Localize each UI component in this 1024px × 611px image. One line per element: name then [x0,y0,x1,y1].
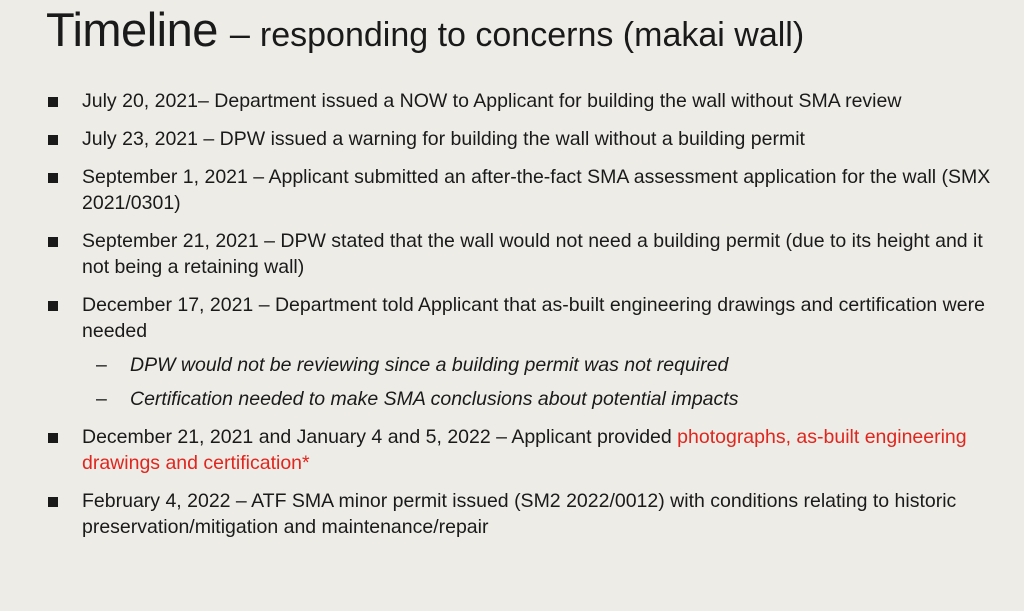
title-subtitle: responding to concerns (makai wall) [259,16,805,54]
highlighted-text: photographs, as-built engineering drawings and certification* [82,426,967,474]
bullet-square-icon [48,135,58,145]
bullet-square-icon [48,173,58,183]
title-main: Timeline [46,3,218,56]
bullet-square-icon [48,237,58,247]
timeline-item [46,424,1006,476]
timeline-item [46,228,1006,280]
bullet-square-icon [48,301,58,311]
timeline-item-text: July 23, 2021 – DPW issued a warning for building the wall without a building permit [82,128,805,150]
timeline-sub-item-text: Certification needed to make SMA conclusions about potential impacts [130,388,739,410]
timeline-list [46,88,1006,552]
timeline-item-text: July 20, 2021– Department issued a NOW to Applicant for building the wall without SMA review [82,90,902,112]
timeline-item [46,292,1006,412]
timeline-item-text: December 17, 2021 – Department told Applicant that as-built engineering drawings and certification were needed [82,294,985,342]
sub-dash: – [96,354,107,376]
timeline-sub-item [82,386,1006,412]
bullet-square-icon [48,433,58,443]
timeline-item-text: December 21, 2021 and January 4 and 5, 2022 – Applicant provided [82,426,678,448]
timeline-item [46,126,1006,152]
slide-title [46,2,804,57]
sub-dash: – [96,388,107,410]
title-dash: – [229,13,250,54]
timeline-item-text: September 21, 2021 – DPW stated that the wall would not need a building permit (due to its height and it not being a retaining wall) [82,230,983,278]
timeline-sub-list [82,352,1006,412]
timeline-sub-item-text: DPW would not be reviewing since a building permit was not required [130,354,729,376]
bullet-square-icon [48,97,58,107]
bullet-square-icon [48,497,58,507]
timeline-item [46,164,1006,216]
timeline-sub-item [82,352,1006,378]
timeline-item-text: February 4, 2022 – ATF SMA minor permit issued (SM2 2022/0012) with conditions relating to historic preservation/mitigation and maintenance/repair [82,490,957,538]
timeline-item [46,88,1006,114]
timeline-item-text: September 1, 2021 – Applicant submitted an after-the-fact SMA assessment application for the wall (SMX 2021/0301) [82,166,991,214]
timeline-item [46,488,1006,540]
